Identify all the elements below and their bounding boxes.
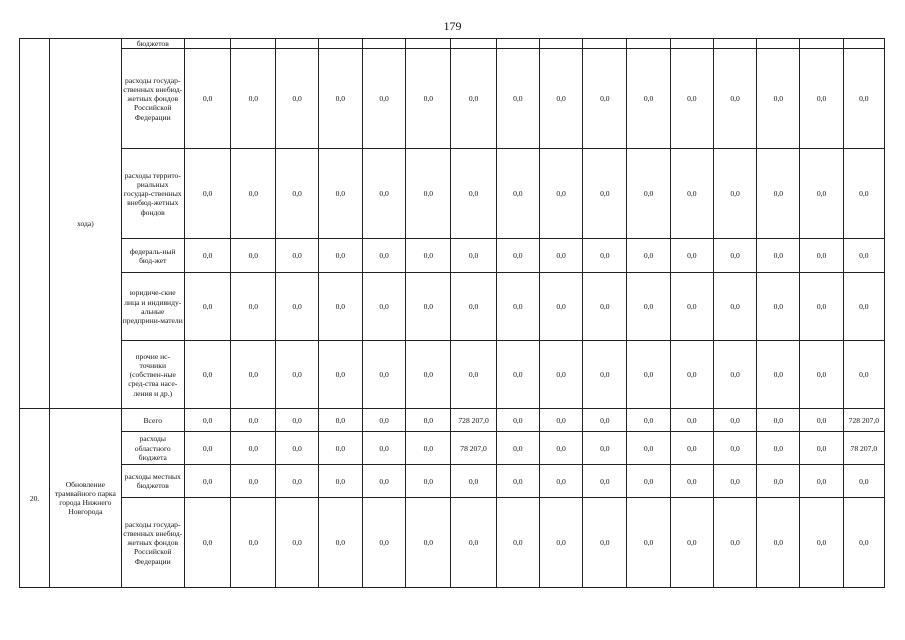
value-cell: 0,0 [670,498,713,588]
value-cell: 0,0 [539,273,582,341]
value-cell: 0,0 [713,341,756,409]
value-cell: 78 207,0 [843,432,884,465]
value-cell: 0,0 [318,432,362,465]
value-cell: 0,0 [539,149,582,239]
value-cell: 0,0 [583,498,627,588]
value-cell: 0,0 [231,432,276,465]
value-cell: 0,0 [184,341,230,409]
value-cell: 0,0 [318,273,362,341]
value-cell: 0,0 [362,149,405,239]
value-cell: 0,0 [451,273,496,341]
value-cell: 0,0 [757,432,800,465]
value-cell: 0,0 [318,149,362,239]
funding-source-cell: прочие ис-точники (собствен-ные сред-ства насе-ления и др.) [121,341,184,409]
value-cell: 0,0 [496,432,539,465]
value-cell: 0,0 [184,409,230,432]
value-cell [362,39,405,49]
value-cell: 0,0 [713,149,756,239]
value-cell: 0,0 [627,239,670,273]
value-cell: 0,0 [318,498,362,588]
value-cell: 0,0 [627,432,670,465]
value-cell: 0,0 [362,239,405,273]
value-cell: 0,0 [406,498,451,588]
value-cell: 0,0 [184,49,230,149]
value-cell: 0,0 [583,341,627,409]
value-cell [627,39,670,49]
value-cell [800,39,843,49]
value-cell: 0,0 [451,341,496,409]
value-cell [318,39,362,49]
value-cell [843,39,884,49]
value-cell: 0,0 [406,49,451,149]
value-cell [539,39,582,49]
value-cell: 0,0 [757,273,800,341]
value-cell: 0,0 [670,149,713,239]
value-cell: 0,0 [539,239,582,273]
funding-source-cell: расходы государ-ственных внебюд-жетных фондов Российской Федерации [121,498,184,588]
value-cell: 0,0 [276,465,318,498]
value-cell: 0,0 [757,409,800,432]
value-cell: 0,0 [627,149,670,239]
value-cell: 0,0 [184,498,230,588]
table-row [20,49,885,149]
value-cell: 0,0 [713,409,756,432]
table-row [20,239,885,273]
funding-source-cell: федераль-ный бюд-жет [121,239,184,273]
value-cell: 0,0 [231,465,276,498]
value-cell: 0,0 [713,239,756,273]
value-cell [451,39,496,49]
value-cell: 0,0 [843,239,884,273]
value-cell: 0,0 [318,341,362,409]
value-cell: 0,0 [231,149,276,239]
value-cell: 0,0 [800,149,843,239]
value-cell: 0,0 [583,432,627,465]
value-cell: 0,0 [406,432,451,465]
value-cell: 0,0 [843,341,884,409]
value-cell: 0,0 [800,465,843,498]
value-cell [713,39,756,49]
value-cell: 0,0 [318,49,362,149]
value-cell: 0,0 [757,465,800,498]
value-cell: 0,0 [757,49,800,149]
value-cell: 0,0 [757,341,800,409]
value-cell: 728 207,0 [451,409,496,432]
value-cell: 0,0 [362,465,405,498]
value-cell: 0,0 [184,239,230,273]
value-cell: 0,0 [318,409,362,432]
page-number: 179 [443,19,462,33]
funding-source-cell: расходы государ-ственных внебюд-жетных фондов Российской Федерации [121,49,184,149]
value-cell: 0,0 [713,498,756,588]
value-cell: 0,0 [406,341,451,409]
activity-name-cell: хода) [50,39,121,409]
funding-source-cell: расходы местных бюджетов [121,465,184,498]
funding-source-cell: бюджетов [121,39,184,49]
value-cell: 0,0 [184,149,230,239]
value-cell: 0,0 [713,49,756,149]
value-cell: 0,0 [583,49,627,149]
value-cell: 0,0 [843,273,884,341]
row-number-cell: 20. [20,409,50,588]
value-cell: 0,0 [362,498,405,588]
funding-source-cell: расходы областного бюджета [121,432,184,465]
table-row [20,39,885,49]
value-cell: 0,0 [757,239,800,273]
value-cell: 0,0 [276,341,318,409]
value-cell: 0,0 [583,273,627,341]
value-cell: 0,0 [496,49,539,149]
value-cell: 0,0 [276,239,318,273]
value-cell: 0,0 [318,465,362,498]
value-cell: 0,0 [451,49,496,149]
value-cell: 0,0 [451,239,496,273]
table-body [20,39,885,588]
budget-table [19,38,885,588]
value-cell: 0,0 [670,49,713,149]
value-cell: 0,0 [713,432,756,465]
value-cell: 0,0 [583,149,627,239]
funding-source-cell: юридиче-ские лица и индивиду-альные предприни-матели [121,273,184,341]
value-cell: 0,0 [670,409,713,432]
value-cell [496,39,539,49]
funding-source-cell: Всего [121,409,184,432]
table-row [20,409,885,432]
table-row [20,341,885,409]
value-cell [583,39,627,49]
table-row [20,465,885,498]
value-cell: 0,0 [800,49,843,149]
value-cell: 0,0 [713,465,756,498]
value-cell: 0,0 [496,409,539,432]
value-cell: 0,0 [231,498,276,588]
table-row [20,432,885,465]
value-cell: 0,0 [670,341,713,409]
value-cell: 0,0 [627,49,670,149]
value-cell: 0,0 [184,465,230,498]
value-cell: 0,0 [451,465,496,498]
value-cell: 0,0 [539,49,582,149]
value-cell: 0,0 [184,273,230,341]
value-cell: 0,0 [627,465,670,498]
value-cell: 78 207,0 [451,432,496,465]
value-cell: 0,0 [406,273,451,341]
value-cell: 0,0 [800,273,843,341]
table-row [20,273,885,341]
value-cell: 0,0 [451,498,496,588]
value-cell: 0,0 [627,273,670,341]
value-cell [406,39,451,49]
value-cell: 0,0 [496,498,539,588]
value-cell: 0,0 [670,432,713,465]
value-cell: 0,0 [362,432,405,465]
value-cell: 0,0 [362,49,405,149]
value-cell [670,39,713,49]
value-cell: 0,0 [276,498,318,588]
value-cell: 0,0 [843,149,884,239]
funding-source-cell: расходы террито-риальных государ-ственных внебюд-жетных фондов [121,149,184,239]
value-cell: 0,0 [583,239,627,273]
value-cell: 0,0 [539,409,582,432]
value-cell: 0,0 [539,465,582,498]
value-cell: 0,0 [496,273,539,341]
value-cell: 0,0 [627,498,670,588]
value-cell: 0,0 [757,498,800,588]
value-cell: 0,0 [800,498,843,588]
value-cell: 0,0 [757,149,800,239]
value-cell: 0,0 [627,409,670,432]
value-cell: 0,0 [276,409,318,432]
value-cell: 0,0 [539,341,582,409]
value-cell: 0,0 [276,149,318,239]
value-cell: 0,0 [406,239,451,273]
value-cell: 0,0 [231,273,276,341]
value-cell: 0,0 [670,273,713,341]
value-cell: 0,0 [539,498,582,588]
value-cell: 0,0 [800,432,843,465]
value-cell: 0,0 [276,432,318,465]
value-cell: 0,0 [231,49,276,149]
value-cell: 0,0 [583,465,627,498]
value-cell: 0,0 [276,49,318,149]
value-cell [757,39,800,49]
value-cell: 0,0 [496,465,539,498]
row-number-cell [20,39,50,409]
value-cell: 0,0 [496,149,539,239]
value-cell: 0,0 [800,239,843,273]
value-cell: 0,0 [451,149,496,239]
table-row [20,498,885,588]
value-cell: 0,0 [276,273,318,341]
value-cell: 0,0 [231,341,276,409]
value-cell: 0,0 [583,409,627,432]
value-cell: 0,0 [800,409,843,432]
value-cell: 0,0 [231,409,276,432]
value-cell: 0,0 [406,409,451,432]
value-cell: 0,0 [539,432,582,465]
value-cell: 0,0 [670,239,713,273]
value-cell [231,39,276,49]
value-cell: 0,0 [843,49,884,149]
value-cell: 0,0 [318,239,362,273]
value-cell: 0,0 [231,239,276,273]
value-cell [184,39,230,49]
value-cell: 0,0 [406,465,451,498]
value-cell: 0,0 [184,432,230,465]
value-cell: 728 207,0 [843,409,884,432]
activity-name-cell: Обновление трамвайного парка города Нижнего Новгорода [50,409,121,588]
value-cell: 0,0 [406,149,451,239]
value-cell: 0,0 [800,341,843,409]
value-cell: 0,0 [496,341,539,409]
value-cell: 0,0 [843,498,884,588]
value-cell: 0,0 [713,273,756,341]
table-row [20,149,885,239]
value-cell: 0,0 [362,409,405,432]
value-cell [276,39,318,49]
value-cell: 0,0 [670,465,713,498]
value-cell: 0,0 [627,341,670,409]
value-cell: 0,0 [362,341,405,409]
value-cell: 0,0 [362,273,405,341]
value-cell: 0,0 [843,465,884,498]
value-cell: 0,0 [496,239,539,273]
